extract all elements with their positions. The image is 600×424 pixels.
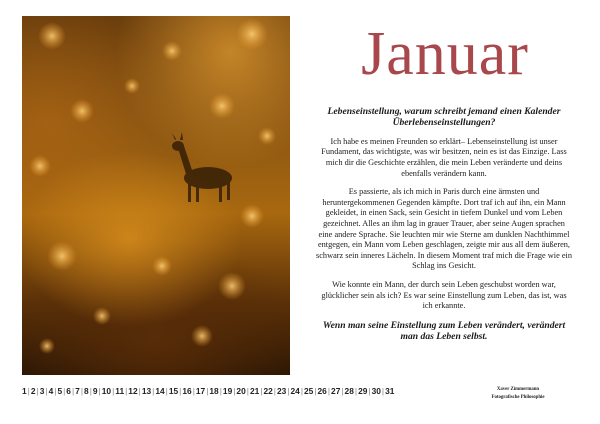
day-separator: |: [314, 386, 317, 396]
day-separator: |: [45, 386, 48, 396]
calendar-day: 18: [209, 386, 219, 396]
calendar-day: 29: [358, 386, 368, 396]
story-paragraph-2: Es passierte, als ich mich in Paris durch eine ärmsten und heruntergekommenen Gegenden kämpfte. Dort traf ich auf ihn, ein Mann gekleidet, in einen Sack, sein Gesicht in tiefem Dunkel und vom Leben gezeichnet. Alles an ihm lag in grauer Trauer, aber seine Augen sprachen eine andere Sprache. Sie leuchten mir wie Sterne am dunklen Nachthimmel entgegen, ein Mann vom Leben geschlagen, zeigte mir aus all dem äußeren, schwarz sein inneres Lächeln. In diesem Moment traf mich die Frage wie ein Schlag ins Gesicht.: [316, 187, 572, 271]
calendar-day: 9: [92, 386, 98, 396]
day-separator: |: [287, 386, 290, 396]
calendar-day: 4: [48, 386, 54, 396]
calendar-day: 11: [115, 386, 125, 396]
calendar-day: 27: [331, 386, 341, 396]
story-paragraph-1: Ich habe es meinen Freunden so erklärt– Lebenseinstellung ist unser Fundament, das wichtigste, was wir besitzen, nein es ist das Einzige. Lass mich dir die Geschichte erzählen, die mein Leben veränderte und deins ebenfalls verändern kann.: [321, 136, 567, 178]
day-separator: |: [233, 386, 236, 396]
bokeh-lights: [29, 18, 276, 354]
calendar-day: 31: [385, 386, 395, 396]
calendar-day: 7: [75, 386, 80, 396]
deer-photo: [22, 16, 290, 375]
calendar-day: 8: [84, 386, 89, 396]
day-separator: |: [300, 386, 303, 396]
calendar-day: 1: [22, 386, 27, 396]
day-separator: |: [152, 386, 155, 396]
day-separator: |: [63, 386, 66, 396]
calendar-day: 12: [128, 386, 138, 396]
credit: [478, 386, 558, 402]
day-separator: |: [27, 386, 30, 396]
calendar-days: [22, 386, 394, 396]
story-text: [316, 106, 572, 351]
calendar-day: 2: [30, 386, 36, 396]
day-separator: |: [138, 386, 141, 396]
day-separator: |: [246, 386, 249, 396]
calendar-day: 20: [236, 386, 246, 396]
story-closing: Wenn man seine Einstellung zum Leben verändert, verändert man das Leben selbst.: [322, 319, 566, 343]
calendar-day: 14: [155, 386, 165, 396]
calendar-day: 28: [344, 386, 354, 396]
day-separator: |: [206, 386, 209, 396]
month-title: Januar: [361, 20, 529, 88]
day-separator: |: [80, 386, 84, 396]
calendar-day: 26: [317, 386, 327, 396]
photo-illustration: [22, 16, 290, 375]
day-separator: |: [71, 386, 75, 396]
day-separator: |: [125, 386, 128, 396]
day-separator: |: [112, 386, 115, 396]
day-separator: |: [219, 386, 222, 396]
deer-silhouette: [172, 132, 232, 202]
calendar-day: 13: [141, 386, 152, 396]
day-separator: |: [165, 386, 168, 396]
calendar-day: 30: [371, 386, 381, 396]
calendar-day: 3: [39, 386, 45, 396]
calendar-day: 15: [168, 386, 179, 396]
story-heading: Lebenseinstellung, warum schreibt jemand einen Kalender Überlebenseinstellungen?: [327, 106, 561, 129]
calendar-day: 24: [290, 386, 300, 396]
calendar-day: 22: [263, 386, 273, 396]
day-separator: |: [354, 386, 358, 396]
day-separator: |: [327, 386, 331, 396]
calendar-day: 16: [182, 386, 192, 396]
day-separator: |: [89, 386, 92, 396]
day-separator: |: [368, 386, 371, 396]
day-separator: |: [192, 386, 195, 396]
calendar-day: 21: [249, 386, 260, 396]
day-separator: |: [98, 386, 101, 396]
day-separator: |: [273, 386, 276, 396]
calendar-day: 19: [222, 386, 233, 396]
story-paragraph-3: Wie konnte ein Mann, der durch sein Leben geschubst worden war, glücklicher sein als ich? Es war seine Einstellung zum Leben, das ist, was ich erkannte.: [321, 279, 567, 311]
calendar-day: 23: [276, 386, 287, 396]
day-separator: |: [341, 386, 344, 396]
calendar-day: 10: [101, 386, 112, 396]
calendar-day: 6: [66, 386, 71, 396]
credit-name: Xaver Zimmermann: [496, 387, 540, 392]
calendar-day: 17: [195, 386, 206, 396]
calendar-day: 5: [57, 386, 63, 396]
day-separator: |: [36, 386, 39, 396]
day-separator: |: [381, 386, 385, 396]
day-separator: |: [260, 386, 263, 396]
day-separator: |: [179, 386, 182, 396]
calendar-day: 25: [304, 386, 314, 396]
day-separator: |: [54, 386, 57, 396]
credit-subtitle: Fotografische Philosophie: [491, 395, 545, 400]
